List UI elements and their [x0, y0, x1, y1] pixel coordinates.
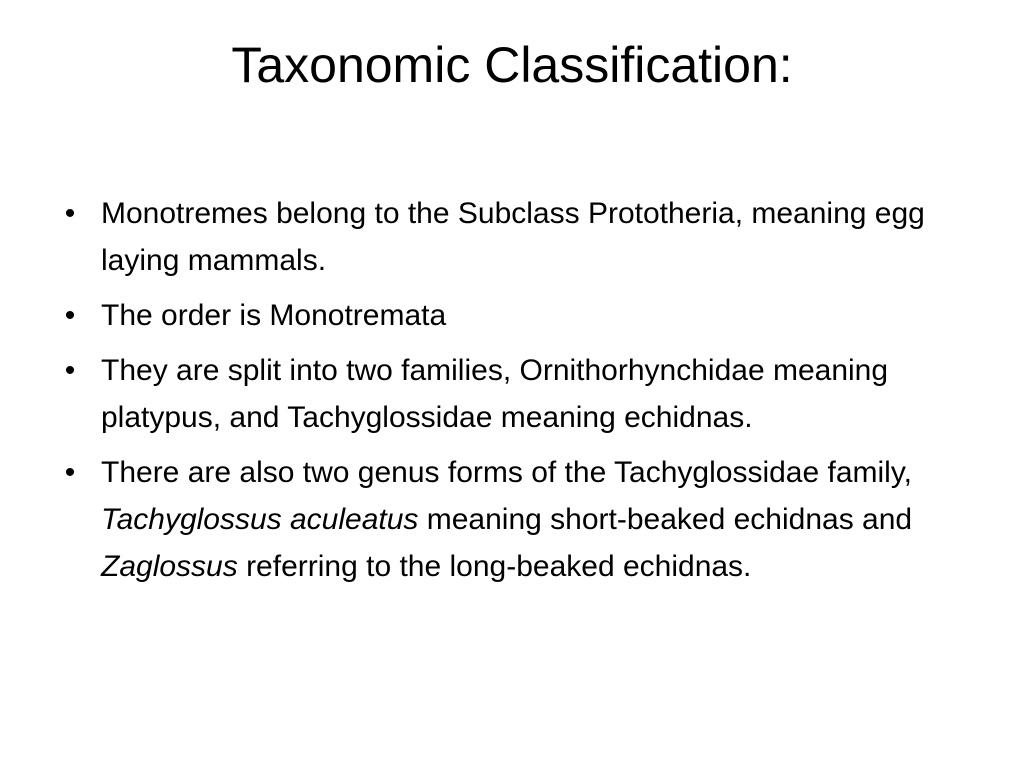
bullet-marker: •	[64, 197, 76, 230]
italic-genus-name: Tachyglossus aculeatus	[101, 503, 419, 536]
bullet-text	[101, 456, 912, 583]
bullet-item-1	[60, 190, 970, 284]
bullet-marker: •	[64, 456, 76, 489]
bullet-list	[60, 190, 970, 598]
bullet-item-4	[60, 449, 970, 590]
slide-title: Taxonomic Classification:	[231, 37, 793, 93]
text-segment: meaning short-beaked echidnas and	[418, 503, 913, 536]
bullet-text: They are split into two families, Ornithorhynchidae meaning platypus, and Tachyglossidae meaning echidnas.	[101, 354, 889, 434]
bullet-item-2	[60, 292, 970, 339]
bullet-marker: •	[64, 354, 76, 387]
text-segment: referring to the long-beaked echidnas.	[237, 550, 752, 583]
bullet-text: The order is Monotremata	[101, 299, 447, 332]
text-segment: There are also two genus forms of the Tachyglossidae family,	[101, 456, 912, 489]
bullet-text: Monotremes belong to the Subclass Prototheria, meaning egg laying mammals.	[101, 197, 925, 277]
bullet-item-3	[60, 347, 970, 441]
bullet-marker: •	[64, 299, 76, 332]
italic-genus-name: Zaglossus	[101, 550, 238, 583]
